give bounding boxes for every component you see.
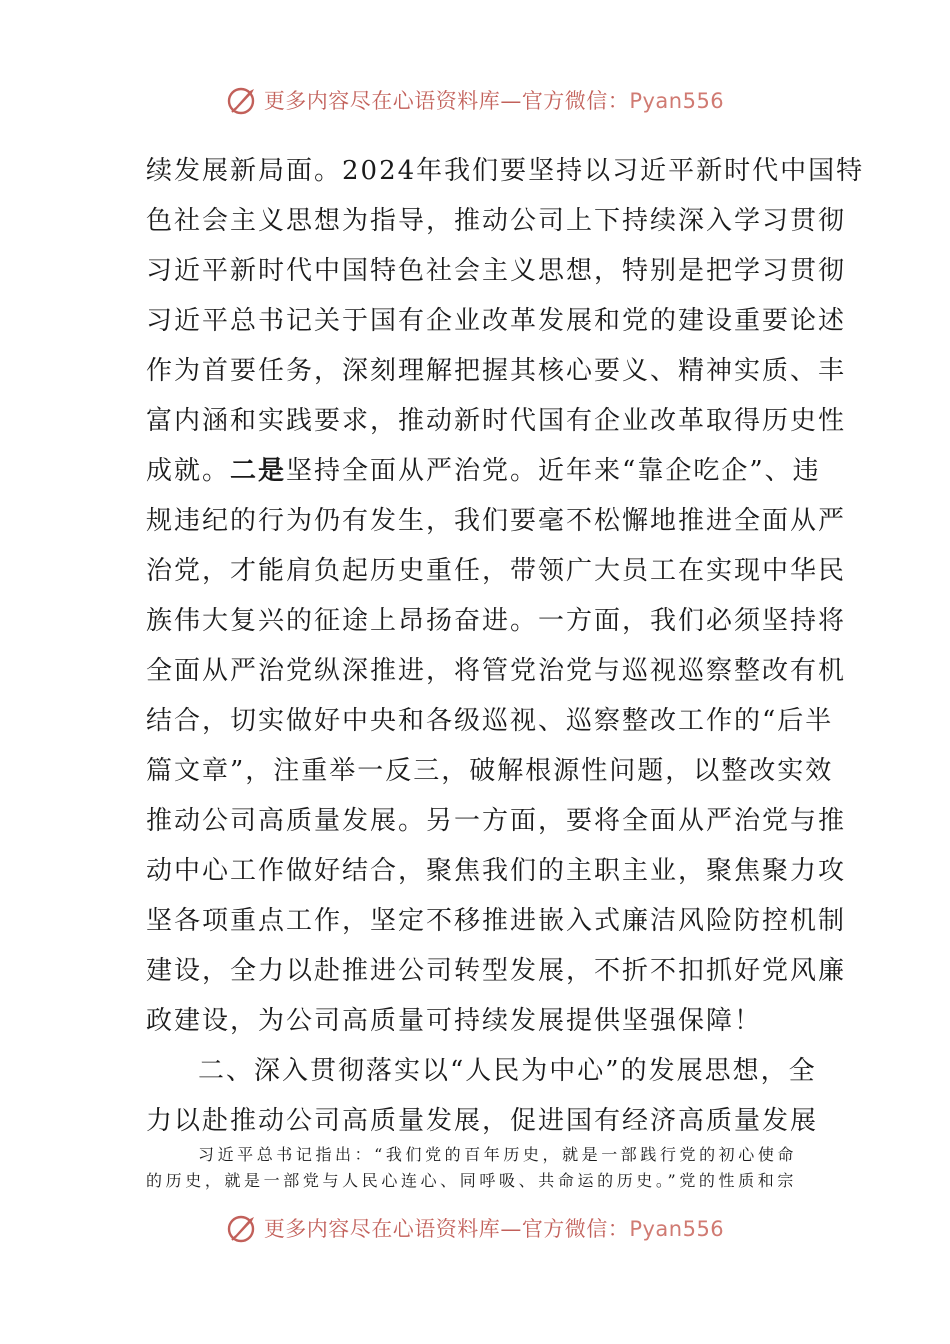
small-text-line: 的历史，就是一部党与人民心连心、同呼吸、共命运的历史。”党的性质和宗 bbox=[146, 1171, 794, 1190]
body-line: 作为首要任务，深刻理解把握其核心要义、精神实质、丰 bbox=[146, 356, 847, 386]
small-text-block bbox=[146, 1142, 794, 1194]
body-line bbox=[146, 446, 821, 496]
body-line: 规违纪的行为仍有发生，我们要毫不松懈地推进全面从严 bbox=[146, 506, 847, 536]
body-line: 色社会主义思想为指导，推动公司上下持续深入学习贯彻 bbox=[146, 206, 847, 236]
body-line: 推动公司高质量发展。另一方面，要将全面从严治党与推 bbox=[146, 806, 847, 836]
body-line: 结合，切实做好中央和各级巡视、巡察整改工作的“后半 bbox=[146, 706, 834, 736]
body-line: 习近平新时代中国特色社会主义思想，特别是把学习贯彻 bbox=[146, 256, 847, 286]
document-body bbox=[146, 146, 865, 1146]
body-line-start: 成就。 bbox=[146, 456, 231, 486]
quill-logo-icon bbox=[226, 83, 260, 117]
body-line: 坚各项重点工作，坚定不移推进嵌入式廉洁风险防控机制 bbox=[146, 906, 847, 936]
watermark-text: 更多内容尽在心语资料库—官方微信：Pyan556 bbox=[263, 89, 725, 113]
body-line: 篇文章”，注重举一反三，破解根源性问题，以整改实效 bbox=[146, 756, 834, 786]
bold-marker: 二是 bbox=[230, 456, 287, 486]
quill-logo-icon bbox=[226, 1211, 260, 1245]
body-line: 续发展新局面。2024年我们要坚持以习近平新时代中国特 bbox=[146, 156, 865, 186]
body-line: 治党，才能肩负起历史重任，带领广大员工在实现中华民 bbox=[146, 556, 847, 586]
section-heading-line: 力以赴推动公司高质量发展，促进国有经济高质量发展 bbox=[146, 1106, 819, 1136]
footer-watermark bbox=[0, 1208, 950, 1248]
body-line: 政建设，为公司高质量可持续发展提供坚强保障！ bbox=[146, 1006, 763, 1036]
section-heading-line: 二、深入贯彻落实以“人民为中心”的发展思想，全 bbox=[198, 1056, 817, 1086]
body-line: 建设，全力以赴推进公司转型发展，不折不扣抓好党风廉 bbox=[146, 956, 847, 986]
body-line: 动中心工作做好结合，聚焦我们的主职主业，聚焦聚力攻 bbox=[146, 856, 847, 886]
body-line: 习近平总书记关于国有企业改革发展和党的建设重要论述 bbox=[146, 306, 847, 336]
body-line: 族伟大复兴的征途上昂扬奋进。一方面，我们必须坚持将 bbox=[146, 606, 847, 636]
body-line: 富内涵和实践要求，推动新时代国有企业改革取得历史性 bbox=[146, 406, 847, 436]
body-line-rest: 坚持全面从严治党。近年来“靠企吃企”、违 bbox=[286, 456, 821, 486]
header-watermark bbox=[0, 80, 950, 120]
body-line: 全面从严治党纵深推进，将管党治党与巡视巡察整改有机 bbox=[146, 656, 847, 686]
watermark-text: 更多内容尽在心语资料库—官方微信：Pyan556 bbox=[263, 1217, 725, 1241]
small-text-line: 习近平总书记指出：“我们党的百年历史，就是一部践行党的初心使命 bbox=[198, 1145, 794, 1164]
